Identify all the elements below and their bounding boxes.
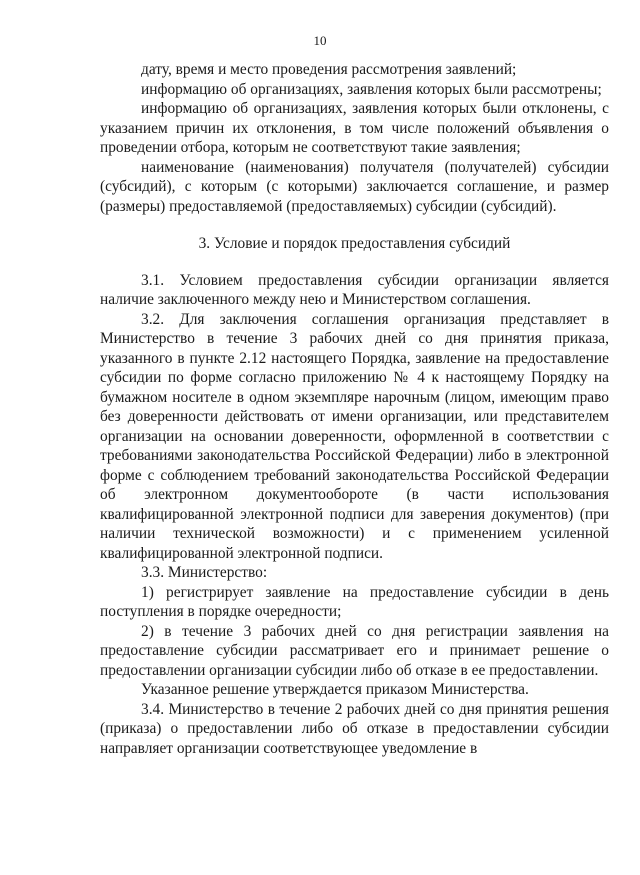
page-number: 10: [313, 33, 327, 48]
paragraph: Указанное решение утверждается приказом Министерства.: [141, 681, 529, 698]
paragraph: 3.4. Министерство в течение 2 рабочих дней со дня принятия решения (приказа) о предоставлении либо об отказе в предоставлении субсидии направляет организации соответствующее уведомление в: [100, 700, 609, 757]
paragraph: 1) регистрирует заявление на предоставление субсидии в день поступления в порядке очередности;: [100, 583, 609, 620]
paragraph: наименование (наименования) получателя (получателей) субсидии (субсидий), с которым (с которыми) заключается соглашение, и размер (размеры) предоставляемой (предоставляемых) субсидии (субсидий).: [100, 158, 609, 215]
paragraph: информацию об организациях, заявления которых были рассмотрены;: [141, 80, 602, 98]
paragraph: 3.1. Условием предоставления субсидии организации является наличие заключенного между нею и Министерством соглашения.: [100, 271, 609, 308]
paragraph: 3.2. Для заключения соглашения организация представляет в Министерство в течение 3 рабочих дней со дня принятия приказа, указанного в пункте 2.12 настоящего Порядка, заявление на предоставление субсидии по форме согласно приложению № 4 к настоящему Порядку на бумажном носителе в одном экземпляре нарочным (лицом, имеющим право без доверенности действовать от имени организации, или представителем организации на основании доверенности, оформленной в соответствии с требованиями законодательства Российской Федерации) либо в электронной форме с соблюдением требований законодательства Российской Федерации об электронном документообороте (в части использования квалифицированной электронной подписи для заверения документов) (при наличии технической возможности) и с применением усиленной квалифицированной электронной подписи.: [100, 310, 609, 562]
paragraph: 3.3. Министерство:: [141, 564, 268, 581]
paragraph: 2) в течение 3 рабочих дней со дня регистрации заявления на предоставление субсидии рассматривает его и принимает решение о предоставлении организации субсидии либо об отказе в ее предоставлении.: [100, 622, 609, 679]
paragraph: информацию об организациях, заявления которых были отклонены, с указанием причин их отклонения, в том числе положений объявления о проведении отбора, которым не соответствуют такие заявления;: [100, 100, 609, 156]
section-heading: 3. Условие и порядок предоставления субсидий: [198, 235, 511, 252]
paragraph: дату, время и место проведения рассмотрения заявлений;: [141, 61, 517, 78]
document-body: [100, 60, 609, 758]
